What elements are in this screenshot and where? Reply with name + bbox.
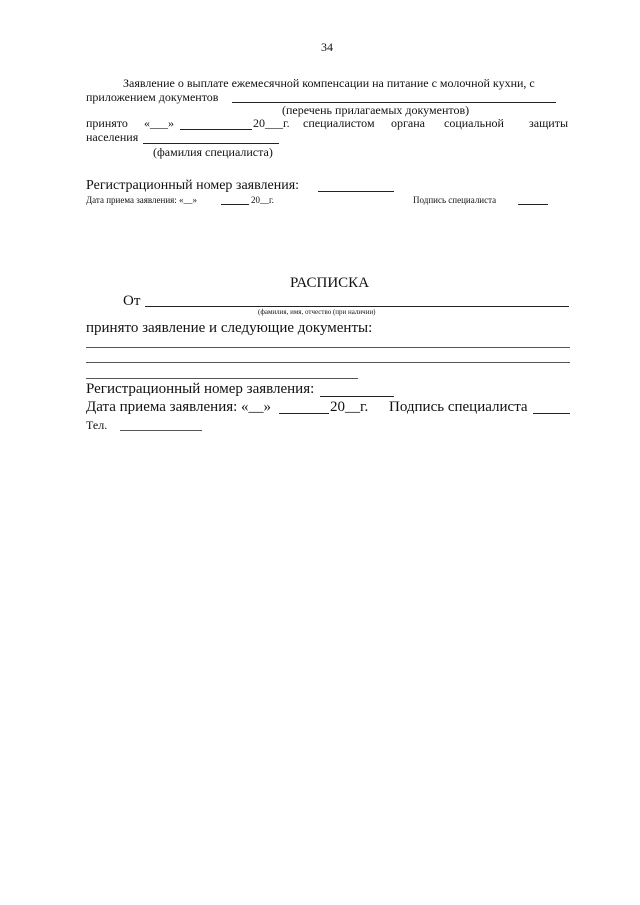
phone-label: Тел. [86,418,108,432]
receipt-date-label: Дата приема заявления: «__» [86,399,272,415]
from-label: От [123,293,141,309]
population-word: населения [86,130,139,144]
documents-line-3 [86,378,358,379]
accepted-organ: органа [391,116,425,130]
fio-caption: (фамилия, имя, отчество (при наличии) [258,308,376,316]
date-year: 20__г. [251,195,274,205]
receipt-reg-number-line [320,396,394,397]
receipt-date-month-line [279,413,329,414]
accepted-documents-text: принято заявление и следующие документы: [86,320,373,336]
signature-line [518,204,548,205]
signature-label: Подпись специалиста [413,195,497,205]
phone-line [120,430,202,431]
date-month-line [221,204,249,205]
accepted-protection: защиты [529,116,569,130]
documents-line-1 [86,347,570,348]
reg-number-line [318,191,394,192]
receipt-signature-label: Подпись специалиста [389,399,528,415]
documents-line-2 [86,362,570,363]
receipt-title: РАСПИСКА [290,275,370,291]
date-label: Дата приема заявления: «__» [86,195,198,205]
receipt-reg-number-label: Регистрационный номер заявления: [86,381,315,397]
receipt-date-year: 20__г. [330,399,369,415]
fio-line [145,306,569,307]
application-line-2: приложением документов [86,90,219,104]
page-number: 34 [321,40,333,54]
specialist-name-line [143,143,279,144]
reg-number-label: Регистрационный номер заявления: [86,178,300,193]
specialist-caption: (фамилия специалиста) [153,145,273,159]
accepted-social: социальной [444,116,504,130]
accepted-specialist: специалистом [303,116,375,130]
accepted-month-line [180,129,252,130]
accepted-year: 20___г. [253,116,290,130]
accepted-day: «___» [144,116,174,130]
application-line-1: Заявление о выплате ежемесячной компенсации на питание с молочной кухни, с [123,76,535,90]
receipt-signature-line [533,413,570,414]
accepted-word: принято [86,116,128,130]
documents-list-caption: (перечень прилагаемых документов) [282,103,470,117]
